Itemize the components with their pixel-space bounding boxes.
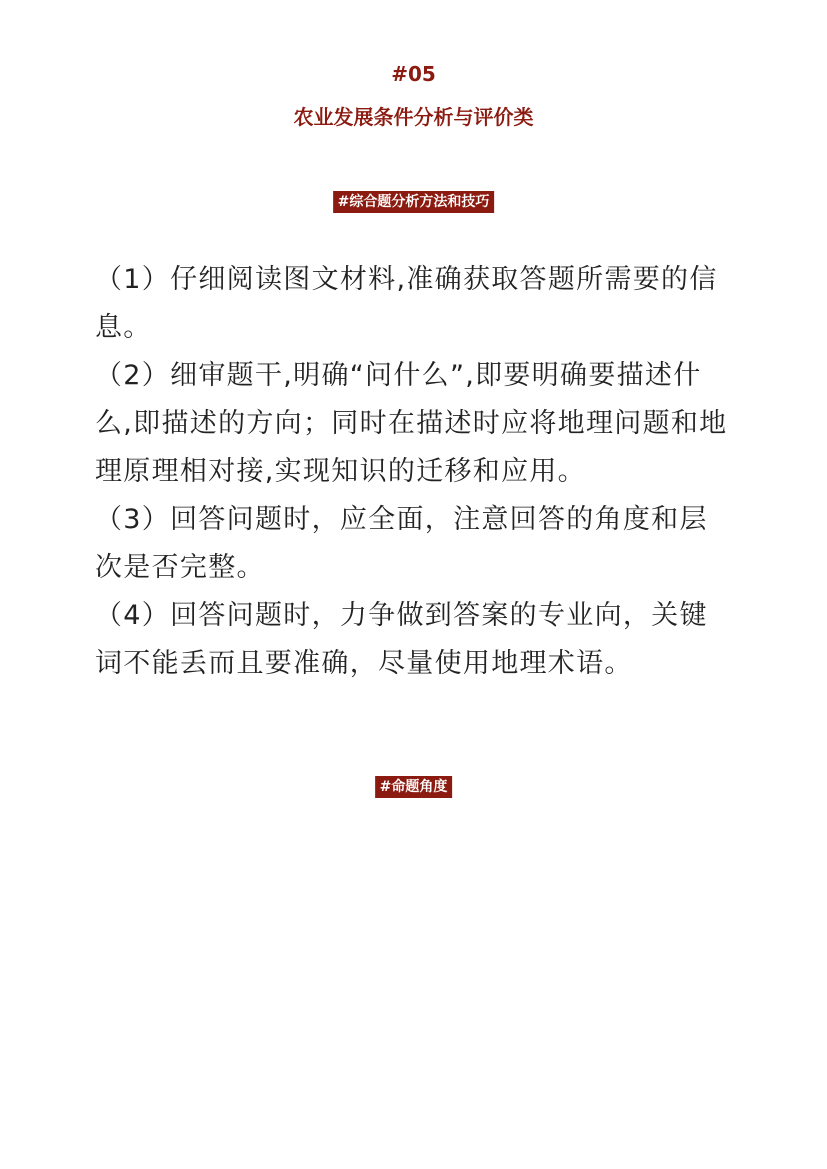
method-paragraph-4: （4）回答问题时，力争做到答案的专业向，关键词不能丢而且要准确，尽量使用地理术语。 [95, 600, 708, 679]
method-tag: #综合题分析方法和技巧 [333, 191, 495, 213]
angle-tag: #命题角度 [375, 776, 453, 798]
section-number: #05 [391, 62, 436, 86]
section-title: 农业发展条件分析与评价类 [293, 105, 534, 129]
method-content [95, 256, 735, 688]
method-paragraph-3: （3）回答问题时，应全面，注意回答的角度和层次是否完整。 [95, 504, 708, 583]
method-paragraph-2: （2）细审题干,明确“问什么”,即要明确要描述什么,即描述的方向；同时在描述时应将地理问题和地理原理相对接,实现知识的迁移和应用。 [95, 360, 728, 487]
method-paragraph-1: （1）仔细阅读图文材料,准确获取答题所需要的信息。 [95, 264, 718, 343]
